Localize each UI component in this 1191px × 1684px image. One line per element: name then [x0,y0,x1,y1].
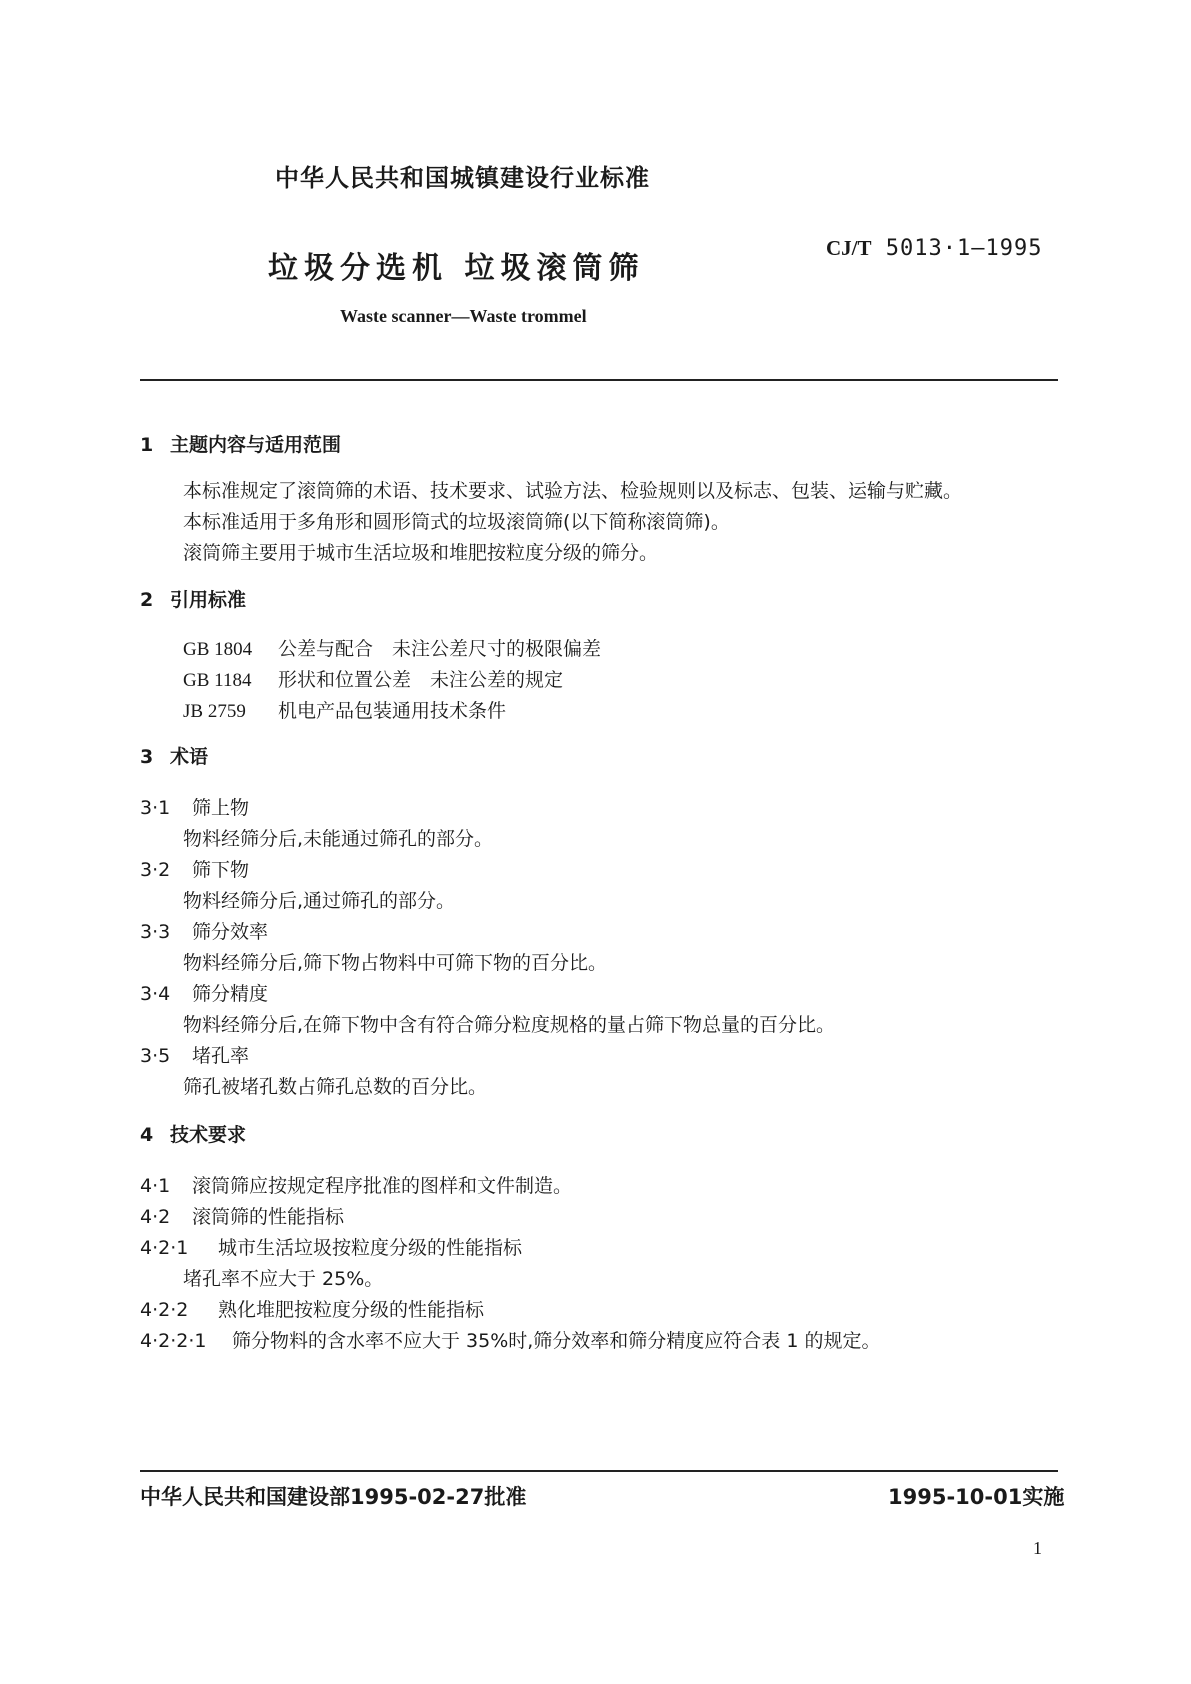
term-heading [140,1041,249,1068]
reference-title: 机电产品包装通用技术条件 [278,700,507,722]
reference-title: 形状和位置公差 未注公差的规定 [278,669,564,691]
section-number: 2 [140,589,154,611]
section-2-heading [140,585,246,612]
clause-number: 4·2·2·1 [140,1330,207,1352]
footer-divider [140,1470,1058,1472]
section-title: 技术要求 [170,1124,247,1146]
clause-text: 滚筒筛的性能指标 [192,1206,345,1228]
term-heading [140,855,249,882]
term-number: 3·2 [140,859,171,881]
paragraph: 滚筒筛主要用于城市生活垃圾和堆肥按粒度分级的筛分。 [183,542,659,564]
standard-code [826,236,1042,261]
clause-text: 滚筒筛应按规定程序批准的图样和文件制造。 [192,1175,573,1197]
term-definition: 物料经筛分后,筛下物占物料中可筛下物的百分比。 [183,952,608,974]
reference-code: GB 1184 [183,670,252,691]
english-title: Waste scanner—Waste trommel [340,306,587,326]
section-title: 引用标准 [170,589,247,611]
reference-item [183,665,563,692]
term-number: 3·4 [140,983,171,1005]
term-heading [140,917,268,944]
term-definition: 物料经筛分后,通过筛孔的部分。 [183,890,456,912]
standard-category: 中华人民共和国城镇建设行业标准 [275,164,650,192]
term-number: 3·5 [140,1045,171,1067]
section-title: 术语 [170,746,209,768]
term-name: 筛分精度 [192,983,269,1005]
clause-body: 堵孔率不应大于 25%。 [183,1268,384,1290]
term-definition: 筛孔被堵孔数占筛孔总数的百分比。 [183,1076,488,1098]
section-number: 3 [140,746,154,768]
section-3-heading [140,742,208,769]
standard-code-prefix: CJ/T [826,236,872,260]
section-1-heading [140,430,341,457]
paragraph: 本标准规定了滚筒筛的术语、技术要求、试验方法、检验规则以及标志、包装、运输与贮藏。 [183,480,963,502]
section-4-heading [140,1120,246,1147]
clause [140,1171,572,1198]
term-definition: 物料经筛分后,未能通过筛孔的部分。 [183,828,494,850]
term-number: 3·3 [140,921,171,943]
clause-number: 4·2 [140,1206,171,1228]
document-title: 垃圾分选机 垃圾滚筒筛 [268,251,645,286]
paragraph: 本标准适用于多角形和圆形筒式的垃圾滚筒筛(以下简称滚筒筛)。 [183,511,730,533]
term-heading [140,793,249,820]
reference-item [183,696,506,723]
section-number: 1 [140,434,154,456]
term-definition: 物料经筛分后,在筛下物中含有符合筛分粒度规格的量占筛下物总量的百分比。 [183,1014,836,1036]
header-divider [140,379,1058,381]
term-name: 筛下物 [192,859,250,881]
clause-number: 4·2·1 [140,1237,189,1259]
term-name: 筛上物 [192,797,250,819]
reference-code: GB 1804 [183,639,253,660]
term-name: 筛分效率 [192,921,269,943]
reference-title: 公差与配合 未注公差尺寸的极限偏差 [278,638,602,660]
term-name: 堵孔率 [192,1045,250,1067]
term-number: 3·1 [140,797,171,819]
term-heading [140,979,268,1006]
approval-line: 中华人民共和国建设部1995-02-27批准 [140,1485,527,1509]
section-title: 主题内容与适用范围 [170,434,342,456]
clause-number: 4·1 [140,1175,171,1197]
section-number: 4 [140,1124,154,1146]
clause-text: 筛分物料的含水率不应大于 35%时,筛分效率和筛分精度应符合表 1 的规定。 [232,1330,881,1352]
page-number: 1 [1033,1538,1042,1558]
clause [140,1326,880,1353]
clause-text: 城市生活垃圾按粒度分级的性能指标 [218,1237,523,1259]
reference-code: JB 2759 [183,701,246,722]
reference-item [183,634,601,661]
effective-date: 1995-10-01实施 [888,1485,1065,1509]
standard-code-number: 5013·1—1995 [885,236,1043,261]
clause [140,1202,344,1229]
clause-number: 4·2·2 [140,1299,189,1321]
clause-text: 熟化堆肥按粒度分级的性能指标 [218,1299,485,1321]
clause [140,1233,522,1260]
clause [140,1295,484,1322]
